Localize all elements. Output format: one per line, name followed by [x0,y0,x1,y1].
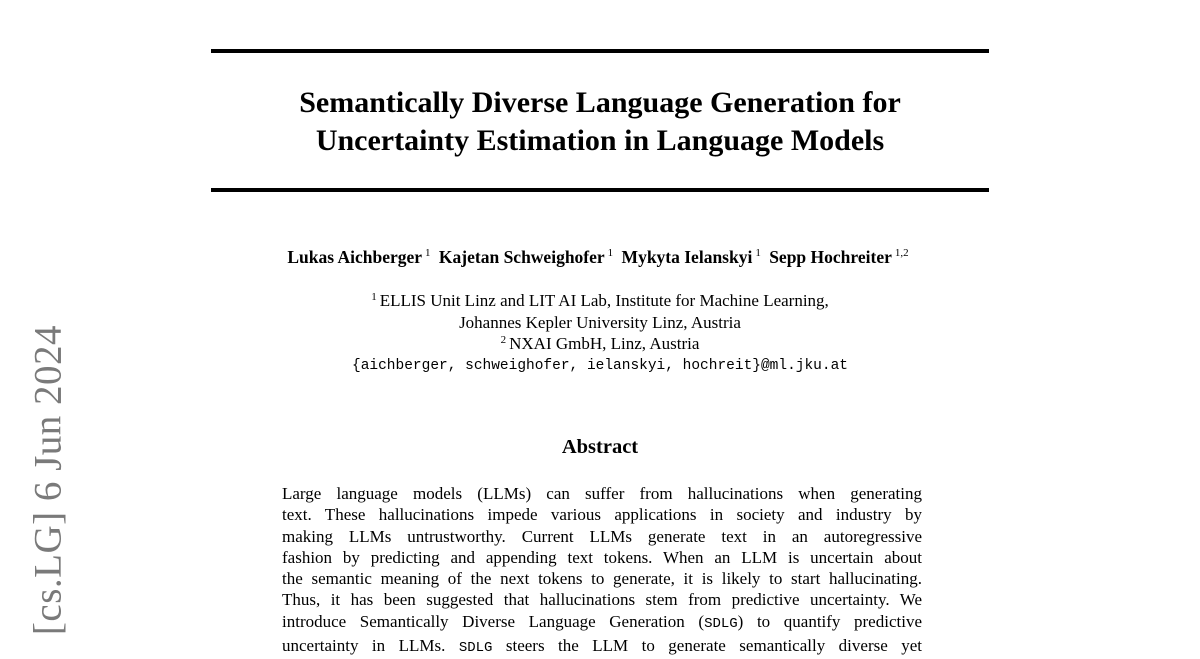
affiliation-text: ELLIS Unit Linz and LIT AI Lab, Institute for Machine Learning, [379,291,829,310]
abstract-line: Large language models (LLMs) can suffer from hallucinations when generating [282,484,922,503]
title-bottom-rule [211,188,989,192]
author-affiliation-mark: 1 [755,247,761,259]
affiliation-mark: 1 [371,291,377,303]
abstract-text: uncertainty in LLMs. [282,636,459,656]
affiliation-1-line-2: Johannes Kepler University Linz, Austria [459,312,741,332]
abstract-body [282,483,922,659]
author-affiliation-mark: 1 [607,247,614,259]
affiliations [200,290,1000,377]
title-line-1: Semantically Diverse Language Generation for [299,86,901,119]
author-name: Lukas Aichberger [287,247,423,267]
abstract-line: Thus, it has been suggested that hallucinations stem from predictive uncertainty. We [282,590,922,610]
method-acronym: SDLG [704,615,738,632]
arxiv-stamp-text: [cs.LG] 6 Jun 2024 [26,324,70,636]
abstract-heading: Abstract [561,436,639,458]
affiliation-2 [200,333,1000,355]
abstract-line [282,611,922,635]
affiliation-text: NXAI GmbH, Linz, Austria [509,334,700,353]
author-affiliation-mark: 1,2 [894,247,909,259]
author-name: Kajetan Schweighofer [438,247,605,267]
abstract-line [282,635,922,659]
abstract-text: introduce Semantically Diverse Language Generation ( [282,611,705,631]
abstract-line: making LLMs untrustworthy. Current LLMs generate text in an autoregressive [282,526,922,546]
abstract-line: text. These hallucinations impede various applications in society and industry by [282,505,922,525]
author-emails: {aichberger, schweighofer, ielanskyi, hochreit}@ml.jku.at [352,357,848,374]
author-name: Sepp Hochreiter [769,247,892,267]
title-line-2: Uncertainty Estimation in Language Models [315,124,885,157]
affiliation-mark: 2 [500,334,507,346]
paper-title [211,84,989,160]
abstract-line: fashion by predicting and appending text tokens. When an LLM is uncertain about [282,547,922,567]
abstract-line: the semantic meaning of the next tokens to generate, it is likely to start hallucinating. [282,569,922,589]
author-affiliation-mark: 1 [425,247,431,259]
affiliation-1-line-1 [200,290,1000,312]
author-name: Mykyta Ielanskyi [621,247,753,267]
author-list [150,246,1050,268]
abstract-text: steers the LLM to generate semantically diverse yet [492,636,922,656]
title-top-rule [211,49,989,53]
abstract-text: ) to quantify predictive [737,611,922,631]
method-acronym: SDLG [458,640,493,657]
